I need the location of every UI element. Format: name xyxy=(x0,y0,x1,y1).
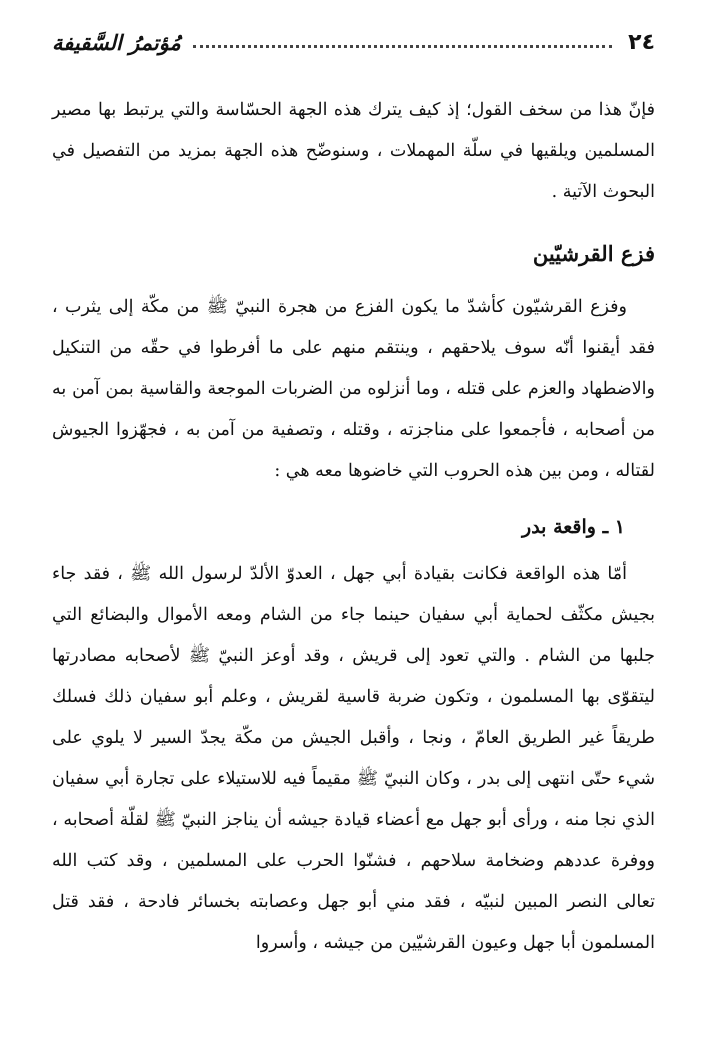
running-title: مُؤتمرُ السَّقيفة xyxy=(52,29,181,55)
header-dotted-leader xyxy=(193,45,612,48)
book-page xyxy=(52,20,655,1057)
running-header xyxy=(52,20,655,64)
page-number: ٢٤ xyxy=(628,29,655,55)
section-paragraph: وفزع القرشيّون كأشدّ ما يكون الفزع من هجرة النبيّ ﷺ من مكّة إلى يثرب ، فقد أيقنوا أنّه سوف يلاحقهم ، وينتقم منهم على ما أفرطوا في حقّه من التنكيل والاضطهاد والعزم على قتله ، وما أنزلوه من الضربات الموجعة والقاسية بمن آمن به من أصحابه ، فأجمعوا على مناجزته ، وقتله ، وتصفية من آمن به ، فجهّزوا الجيوش لقتاله ، ومن بين هذه الحروب التي خاضوها معه هي : xyxy=(52,297,655,481)
section-title: فزع القرشيّين xyxy=(532,241,655,266)
subsection-paragraph: أمّا هذه الواقعة فكانت بقيادة أبي جهل ، العدوّ الألدّ لرسول الله ﷺ ، فقد جاء بجيش مكثّف لحماية أبي سفيان حينما جاء من الشام ومعه الأموال والبضائع التي جلبها من الشام . والتي تعود إلى قريش ، وقد أوعز النبيّ ﷺ لأصحابه مصادرتها ليتقوّى بها المسلمون ، وتكون ضربة قاسية لقريش ، وعلم أبو سفيان ذلك فسلك طريقاً غير الطريق العامّ ، ونجا ، وأقبل الجيش من مكّة يجدّ السير لا يلوي على شيء حتّى انتهى إلى بدر ، وكان النبيّ ﷺ مقيماً فيه للاستيلاء على تجارة أبي سفيان الذي نجا منه ، ورأى أبو جهل مع أعضاء قيادة جيشه أن يناجز النبيّ ﷺ لقلّة أصحابه ، ووفرة عددهم وضخامة سلاحهم ، فشنّوا الحرب على المسلمين ، وقد كتب الله تعالى النصر المبين لنبيّه ، فقد مني أبو جهل وعصابته بخسائر فادحة ، فقد قتل المسلمون أبا جهل وعيون القرشيّين من جيشه ، وأسروا xyxy=(52,564,655,953)
intro-paragraph: فإنّ هذا من سخف القول؛ إذ كيف يترك هذه الجهة الحسّاسة والتي يرتبط بها مصير المسلمين ويلقيها في سلّة المهملات ، وسنوضّح هذه الجهة بمزيد من التفصيل في البحوث الآتية . xyxy=(52,100,655,202)
subsection-title: ١ ـ واقعة بدر xyxy=(522,516,625,538)
